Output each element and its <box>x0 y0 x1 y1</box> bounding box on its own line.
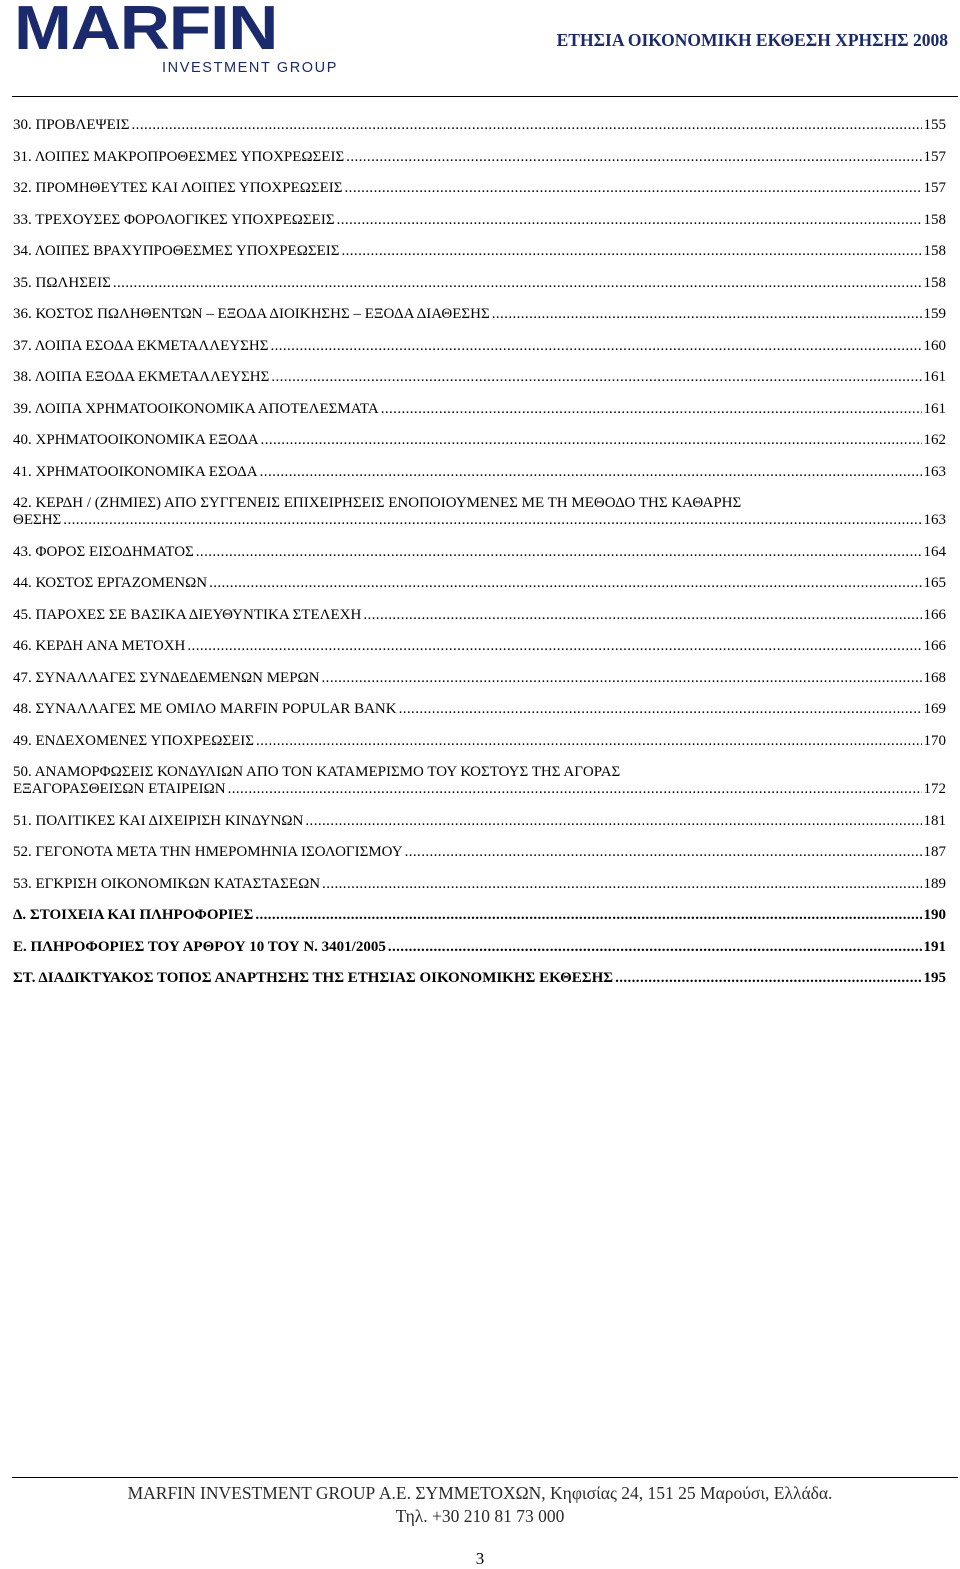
dot-leader <box>305 813 921 830</box>
toc-entry-page: 195 <box>923 970 946 986</box>
toc-entry-row <box>13 733 946 750</box>
toc-entry-page: 163 <box>923 512 946 528</box>
toc-entry-title: 33. ΤΡΕΧΟΥΣΕΣ ΦΟΡΟΛΟΓΙΚΕΣ ΥΠΟΧΡΕΩΣΕΙΣ <box>13 211 335 228</box>
dot-leader <box>388 939 922 956</box>
dot-leader <box>271 369 921 386</box>
toc-entry-title: ΣΤ. ΔΙΑΔΙΚΤΥΑΚΟΣ ΤΟΠΟΣ ΑΝΑΡΤΗΣΗΣ ΤΗΣ ΕΤΗΣΙΑΣ ΟΙΚΟΝΟΜΙΚΗΣ ΕΚΘΕΣΗΣ <box>13 970 614 986</box>
toc-entry-page: 159 <box>923 306 946 322</box>
toc-entry-page: 163 <box>923 463 946 480</box>
dot-leader <box>337 212 922 229</box>
toc-entry-row <box>13 243 946 260</box>
dot-leader <box>399 701 922 718</box>
toc-entry[interactable] <box>13 638 946 655</box>
toc-entry-row <box>13 369 946 386</box>
toc-entry[interactable] <box>13 813 946 830</box>
dot-leader <box>363 607 921 624</box>
toc-entry-page: 187 <box>923 844 946 860</box>
toc-entry[interactable] <box>13 670 946 687</box>
toc-entry[interactable] <box>13 733 946 750</box>
toc-entry-row <box>13 939 946 956</box>
toc-entry[interactable] <box>13 432 946 449</box>
toc-entry-page: 191 <box>923 938 946 955</box>
toc-entry-row <box>13 180 946 197</box>
toc-entry-title: 45. ΠΑΡΟΧΕΣ ΣΕ ΒΑΣΙΚΑ ΔΙΕΥΘΥΝΤΙΚΑ ΣΤΕΛΕΧΗ <box>13 606 362 623</box>
report-title: ΕΤΗΣΙΑ ΟΙΚΟΝΟΜΙΚΗ ΕΚΘΕΣΗ ΧΡΗΣΗΣ 2008 <box>556 30 948 50</box>
toc-entry[interactable] <box>13 464 946 481</box>
toc-entry[interactable] <box>13 149 946 166</box>
toc-entry-title: 52. ΓΕΓΟΝΟΤΑ ΜΕΤΑ ΤΗΝ ΗΜΕΡΟΜΗΝΙΑ ΙΣΟΛΟΓΙΣΜΟΥ <box>13 844 403 860</box>
logo-subtitle: INVESTMENT GROUP <box>162 60 338 76</box>
dot-leader <box>492 306 922 323</box>
toc-entry-title: 43. ΦΟΡΟΣ ΕΙΣΟΔΗΜΑΤΟΣ <box>13 543 194 560</box>
toc-entry-title: 38. ΛΟΙΠΑ ΕΞΟΔΑ ΕΚΜΕΤΑΛΛΕΥΣΗΣ <box>13 369 270 385</box>
toc-entry-page: 168 <box>923 669 946 686</box>
dot-leader <box>261 432 922 449</box>
toc-entry-row <box>13 275 946 292</box>
toc-entry-title: 40. ΧΡΗΜΑΤΟΟΙΚΟΝΟΜΙΚΑ ΕΞΟΔΑ <box>13 432 259 448</box>
toc-entry[interactable] <box>13 607 946 624</box>
toc-entry-title: 51. ΠΟΛΙΤΙΚΕΣ ΚΑΙ ΔΙΧΕΙΡΙΣΗ ΚΙΝΔΥΝΩΝ <box>13 812 304 829</box>
toc-entry-title: 46. ΚΕΡΔΗ ΑΝΑ ΜΕΤΟΧΗ <box>13 638 186 654</box>
toc-entry-row <box>13 638 946 655</box>
toc-entry-page: 160 <box>923 337 946 354</box>
toc-entry-page: 169 <box>923 701 946 717</box>
toc-entry-row <box>13 306 946 323</box>
dot-leader <box>341 243 921 260</box>
toc-entry[interactable] <box>13 575 946 592</box>
dot-leader <box>196 544 922 561</box>
toc-entry-title: 47. ΣΥΝΑΛΛΑΓΕΣ ΣΥΝΔΕΔΕΜΕΝΩΝ ΜΕΡΩΝ <box>13 669 320 686</box>
toc-entry[interactable] <box>13 117 946 134</box>
toc-entry[interactable] <box>13 369 946 386</box>
toc-entry-title: Ε. ΠΛΗΡΟΦΟΡΙΕΣ ΤΟΥ ΑΡΘΡΟΥ 10 ΤΟΥ Ν. 3401/2005 <box>13 938 386 955</box>
toc-entry-page: 157 <box>923 180 946 196</box>
toc-entry-row <box>13 464 946 481</box>
dot-leader <box>260 464 922 481</box>
toc-entry-row <box>13 781 946 798</box>
toc-entry-title: 41. ΧΡΗΜΑΤΟΟΙΚΟΝΟΜΙΚΑ ΕΣΟΔΑ <box>13 463 258 480</box>
dot-leader <box>187 638 921 655</box>
toc-entry-row <box>13 813 946 830</box>
toc-entry-row <box>13 575 946 592</box>
dot-leader <box>209 575 921 592</box>
toc-entry-title: ΕΞΑΓΟΡΑΣΘΕΙΣΩΝ ΕΤΑΙΡΕΙΩΝ <box>13 781 226 797</box>
toc-entry-title-line1: 50. ΑΝΑΜΟΡΦΩΣΕΙΣ ΚΟΝΔΥΛΙΩΝ ΑΠΟ ΤΟΝ ΚΑΤΑΜΕΡΙΣΜΟ ΤΟΥ ΚΟΣΤΟΥΣ ΤΗΣ ΑΓΟΡΑΣ <box>13 764 621 780</box>
toc-entry-row <box>13 970 946 987</box>
toc-entry[interactable] <box>13 275 946 292</box>
dot-leader <box>345 180 922 197</box>
toc-entry-title: 39. ΛΟΙΠΑ ΧΡΗΜΑΤΟΟΙΚΟΝΟΜΙΚΑ ΑΠΟΤΕΛΕΣΜΑΤΑ <box>13 400 379 417</box>
toc-entry-title: 53. ΕΓΚΡΙΣΗ ΟΙΚΟΝΟΜΙΚΩΝ ΚΑΤΑΣΤΑΣΕΩΝ <box>13 875 321 892</box>
logo-wordmark: MARFIN <box>14 0 278 63</box>
toc-entry-row <box>13 670 946 687</box>
dot-leader <box>322 670 922 687</box>
toc-entry-page: 166 <box>923 606 946 623</box>
toc-entry-page: 190 <box>923 907 946 923</box>
dot-leader <box>113 275 922 292</box>
toc-entry-title: 31. ΛΟΙΠΕΣ ΜΑΚΡΟΠΡΟΘΕΣΜΕΣ ΥΠΟΧΡΕΩΣΕΙΣ <box>13 148 345 165</box>
toc-entry-title: ΘΕΣΗΣ <box>13 512 62 528</box>
toc-entry-row <box>13 907 946 924</box>
dot-leader <box>270 338 921 355</box>
page-header <box>0 0 960 100</box>
toc-entry-page: 161 <box>923 400 946 417</box>
company-logo <box>14 0 344 76</box>
dot-leader <box>132 117 922 134</box>
toc-entry[interactable] <box>13 701 946 718</box>
toc-entry-page: 158 <box>923 274 946 291</box>
dot-leader <box>255 907 921 924</box>
toc-entry-page: 155 <box>923 117 946 133</box>
toc-entry-row <box>13 512 946 529</box>
toc-entry-title: 34. ΛΟΙΠΕΣ ΒΡΑΧΥΠΡΟΘΕΣΜΕΣ ΥΠΟΧΡΕΩΣΕΙΣ <box>13 243 340 259</box>
dot-leader <box>405 844 922 861</box>
toc-entry-page: 172 <box>923 781 946 797</box>
toc-entry-row <box>13 876 946 893</box>
toc-entry-page: 158 <box>923 243 946 259</box>
footer-phone: Τηλ. +30 210 81 73 000 <box>395 1506 565 1526</box>
toc-entry-title: 37. ΛΟΙΠΑ ΕΣΟΔΑ ΕΚΜΕΤΑΛΛΕΥΣΗΣ <box>13 337 269 354</box>
toc-entry[interactable] <box>13 495 946 529</box>
toc-entry[interactable] <box>13 306 946 323</box>
toc-entry-title-line1: 42. ΚΕΡΔΗ / (ΖΗΜΙΕΣ) ΑΠΟ ΣΥΓΓΕΝΕΙΣ ΕΠΙΧΕΙΡΗΣΕΙΣ ΕΝΟΠΟΙΟΥΜΕΝΕΣ ΜΕ ΤΗ ΜΕΘΟΔΟ ΤΗΣ ΚΑΘΑΡΗΣ <box>13 495 742 511</box>
toc-entry-title: 49. ΕΝΔΕΧΟΜΕΝΕΣ ΥΠΟΧΡΕΩΣΕΙΣ <box>13 732 254 749</box>
toc-entry-page: 189 <box>923 875 946 892</box>
dot-leader <box>346 149 921 166</box>
toc-entry-title: 32. ΠΡΟΜΗΘΕΥΤΕΣ ΚΑΙ ΛΟΙΠΕΣ ΥΠΟΧΡΕΩΣΕΙΣ <box>13 180 343 196</box>
toc-entry[interactable] <box>13 243 946 260</box>
toc-entry-row <box>13 432 946 449</box>
toc-entry-row <box>13 338 946 355</box>
toc-entry[interactable] <box>13 338 946 355</box>
toc-entry[interactable] <box>13 939 946 956</box>
footer-divider <box>12 1477 958 1478</box>
dot-leader <box>228 781 922 798</box>
page-number: 3 <box>475 1549 485 1568</box>
toc-entry-title: 36. ΚΟΣΤΟΣ ΠΩΛΗΘΕΝΤΩΝ – ΕΞΟΔΑ ΔΙΟΙΚΗΣΗΣ – ΕΞΟΔΑ ΔΙΑΘΕΣΗΣ <box>13 306 490 322</box>
toc-entry[interactable] <box>13 844 946 861</box>
dot-leader <box>322 876 921 893</box>
toc-entry-row <box>13 117 946 134</box>
toc-entry-title: Δ. ΣΤΟΙΧΕΙΑ ΚΑΙ ΠΛΗΡΟΦΟΡΙΕΣ <box>13 907 254 923</box>
toc-entry[interactable] <box>13 180 946 197</box>
dot-leader <box>256 733 922 750</box>
toc-entry-row <box>13 607 946 624</box>
dot-leader <box>63 512 921 529</box>
footer-address: MARFIN INVESTMENT GROUP Α.Ε. ΣΥΜΜΕΤΟΧΩΝ, Κηφισίας 24, 151 25 Μαρούσι, Ελλάδα. <box>127 1483 833 1503</box>
toc-entry[interactable] <box>13 764 946 798</box>
toc-entry-page: 165 <box>923 575 946 591</box>
toc-entry-row <box>13 212 946 229</box>
toc-entry-page: 170 <box>923 732 946 749</box>
toc-entry[interactable] <box>13 970 946 987</box>
table-of-contents <box>13 117 946 1002</box>
toc-entry-title: 35. ΠΩΛΗΣΕΙΣ <box>13 274 111 291</box>
toc-entry-page: 162 <box>923 432 946 448</box>
toc-entry-row <box>13 544 946 561</box>
dot-leader <box>615 970 921 987</box>
toc-entry-row <box>13 701 946 718</box>
toc-entry[interactable] <box>13 401 946 418</box>
toc-entry-row <box>13 401 946 418</box>
toc-entry[interactable] <box>13 544 946 561</box>
toc-entry[interactable] <box>13 876 946 893</box>
toc-entry-page: 164 <box>923 543 946 560</box>
toc-entry-row <box>13 149 946 166</box>
toc-entry-page: 181 <box>923 812 946 829</box>
toc-entry-page: 161 <box>923 369 946 385</box>
toc-entry-title: 30. ΠΡΟΒΛΕΨΕΙΣ <box>13 117 130 133</box>
toc-entry-title: 44. ΚΟΣΤΟΣ ΕΡΓΑΖΟΜΕΝΩΝ <box>13 575 208 591</box>
dot-leader <box>381 401 922 418</box>
toc-entry-page: 157 <box>923 148 946 165</box>
toc-entry-page: 158 <box>923 211 946 228</box>
header-divider <box>12 96 958 97</box>
toc-entry-title: 48. ΣΥΝΑΛΛΑΓΕΣ ΜΕ ΟΜΙΛΟ MARFIN POPULAR BANK <box>13 701 397 717</box>
toc-entry[interactable] <box>13 212 946 229</box>
toc-entry-page: 166 <box>923 638 946 654</box>
toc-entry[interactable] <box>13 907 946 924</box>
toc-entry-row <box>13 844 946 861</box>
